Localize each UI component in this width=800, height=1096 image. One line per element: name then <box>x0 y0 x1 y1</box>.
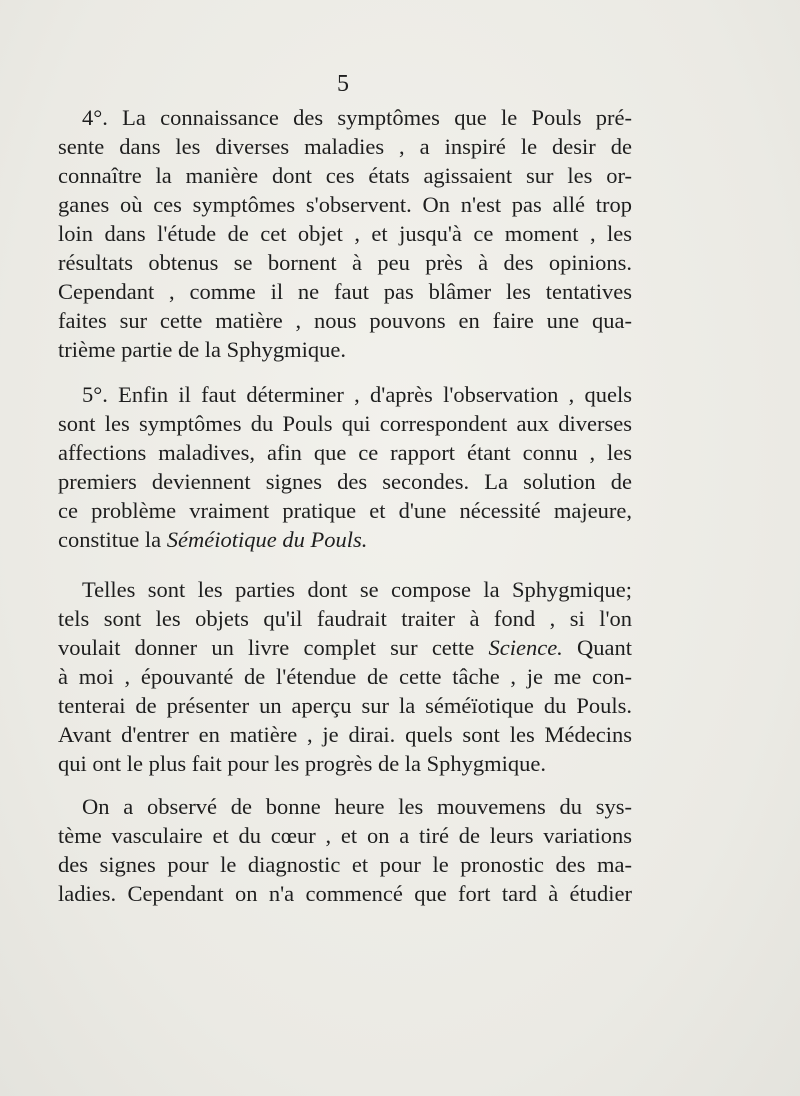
paragraph-4 <box>58 103 632 364</box>
paragraph-text <box>58 575 632 778</box>
paragraph-on-a-observe <box>58 792 632 908</box>
text-line: affections maladives, afin que ce rapport étant connu , les <box>58 440 632 465</box>
paragraph-telles <box>58 575 632 778</box>
text-line: des signes pour le diagnostic et pour le pronostic des ma- <box>58 852 632 877</box>
italic-term: Séméiotique du Pouls. <box>166 527 368 552</box>
text-line <box>58 525 632 554</box>
text-line: Cependant , comme il ne faut pas blâmer les tentatives <box>58 279 632 304</box>
text-line: tels sont les objets qu'il faudrait traiter à fond , si l'on <box>58 606 632 631</box>
text-line: à moi , épouvanté de l'étendue de cette tâche , je me con- <box>58 664 632 689</box>
text-line <box>58 633 632 662</box>
text-line: 5°. Enfin il faut déterminer , d'après l'observation , quels <box>82 382 632 407</box>
text-line: tenterai de présenter un aperçu sur la séméïotique du Pouls. <box>58 693 632 718</box>
text-line: sont les symptômes du Pouls qui correspondent aux diverses <box>58 411 632 436</box>
text-line: Telles sont les parties dont se compose la Sphygmique; <box>82 577 632 602</box>
text-line: sente dans les diverses maladies , a inspiré le desir de <box>58 134 632 159</box>
text-fragment: voulait donner un livre complet sur cette <box>58 635 489 660</box>
paragraph-text <box>58 792 632 908</box>
text-line: On a observé de bonne heure les mouvemens du sys- <box>82 794 632 819</box>
page-number: 5 <box>337 71 349 97</box>
paragraph-5 <box>58 380 632 554</box>
text-line: tème vasculaire et du cœur , et on a tiré de leurs variations <box>58 823 632 848</box>
text-line: premiers deviennent signes des secondes. La solution de <box>58 469 632 494</box>
text-line: faites sur cette matière , nous pouvons en faire une qua- <box>58 308 632 333</box>
text-line: loin dans l'étude de cet objet , et jusqu'à ce moment , les <box>58 221 632 246</box>
italic-term: Science. <box>488 635 563 660</box>
text-line: ladies. Cependant on n'a commencé que fort tard à étudier <box>58 881 632 906</box>
paragraph-text <box>58 380 632 554</box>
text-line: 4°. La connaissance des symptômes que le Pouls pré- <box>82 105 632 130</box>
text-line: trième partie de la Sphygmique. <box>58 337 347 362</box>
text-line: Avant d'entrer en matière , je dirai. quels sont les Médecins <box>58 722 632 747</box>
text-fragment: Quant <box>562 635 632 660</box>
text-line: résultats obtenus se bornent à peu près à des opinions. <box>58 250 632 275</box>
text-line: qui ont le plus fait pour les progrès de la Sphygmique. <box>58 751 547 776</box>
text-line: ce problème vraiment pratique et d'une nécessité majeure, <box>58 498 632 523</box>
text-fragment: constitue la <box>58 527 167 552</box>
paragraph-text <box>58 103 632 364</box>
text-line: connaître la manière dont ces états agissaient sur les or- <box>58 163 632 188</box>
text-line: ganes où ces symptômes s'observent. On n'est pas allé trop <box>58 192 632 217</box>
